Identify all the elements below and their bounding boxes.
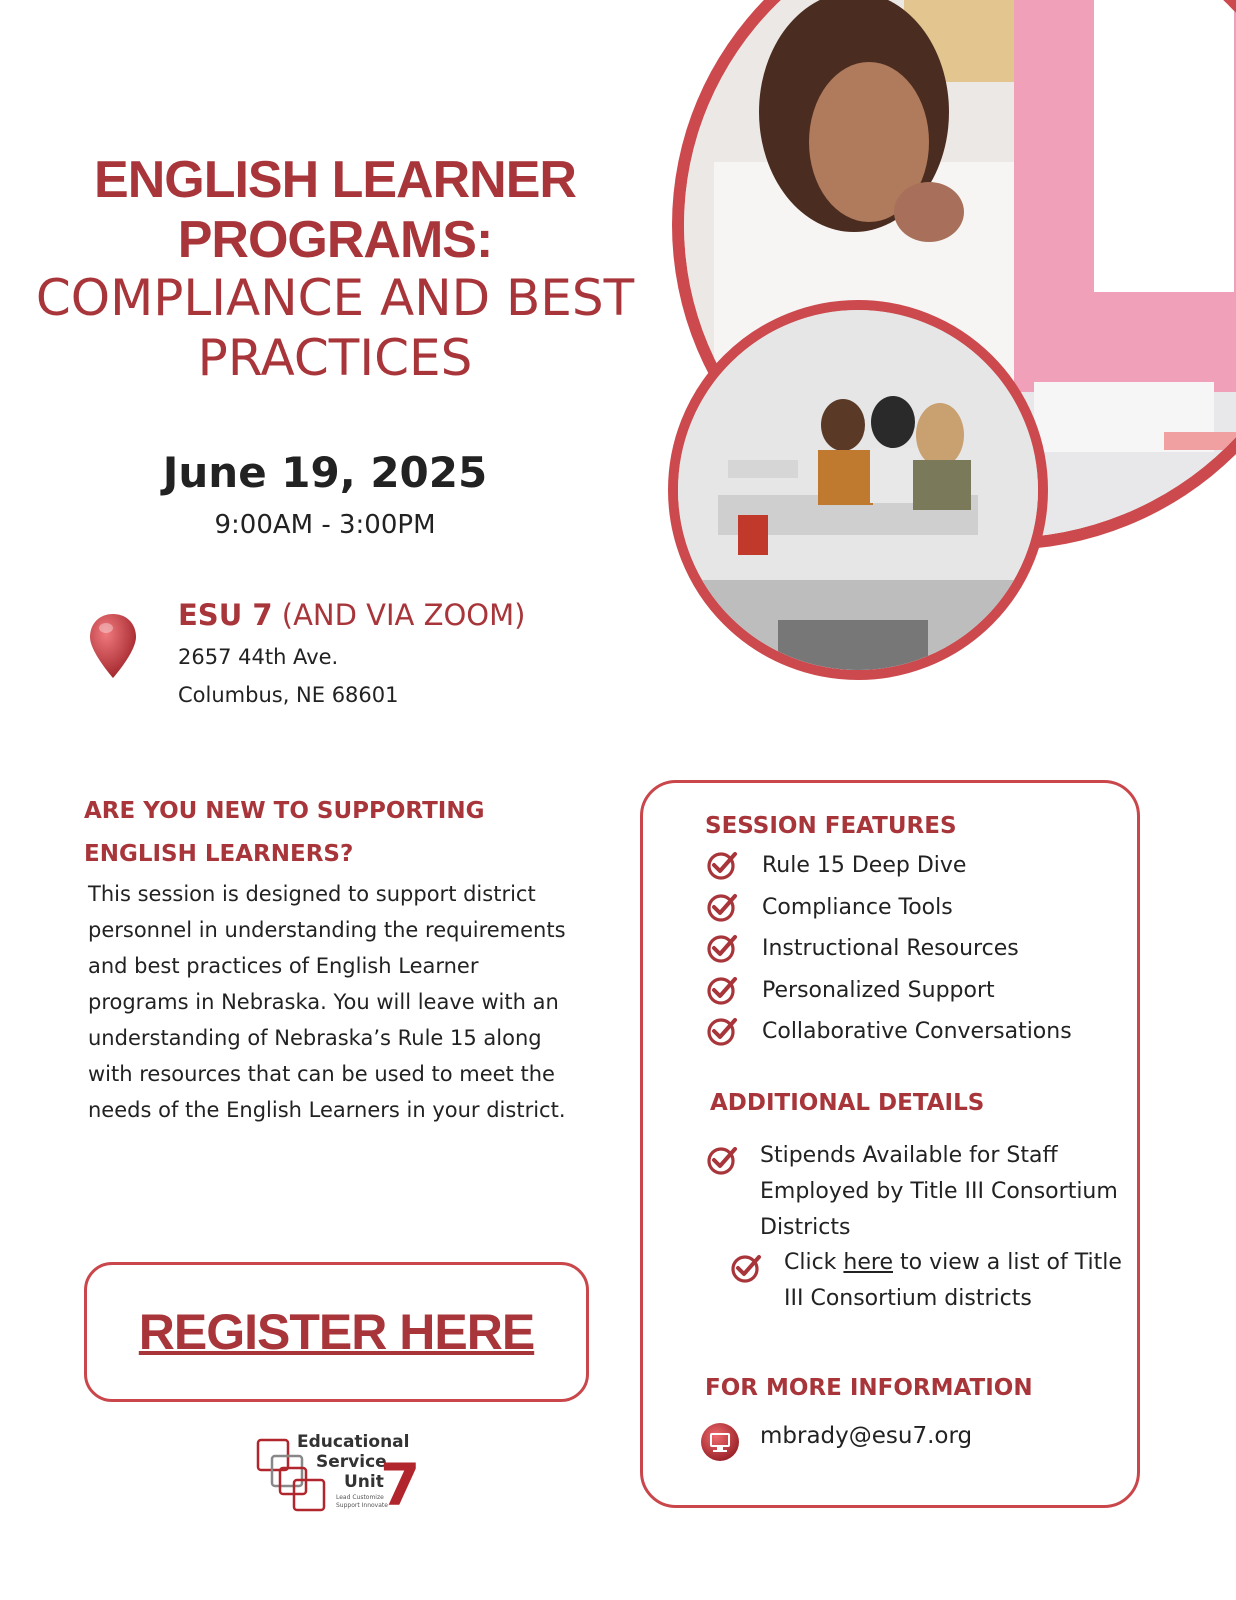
register-link[interactable]: REGISTER HERE [138, 1304, 535, 1360]
feature-label: Instructional Resources [762, 935, 1019, 961]
feature-item [706, 973, 995, 1007]
consortium-list-text [784, 1245, 1134, 1317]
title-bold-line2: PROGRAMS: [177, 211, 493, 269]
intro-body: This session is designed to support district personnel in understanding the requirements and best practices of English Learner programs in Nebraska. You will leave with an understanding of Nebraska’s Rule 15 along with resources that can be used to meet the needs of the English Learners in your district. [88, 882, 566, 1122]
logo-line1: Educational [297, 1432, 410, 1452]
computer-icon [700, 1422, 740, 1462]
feature-item [706, 1014, 1072, 1048]
additional-details-heading: ADDITIONAL DETAILS [710, 1090, 985, 1116]
location-title [178, 598, 525, 632]
checkmark-icon [706, 1144, 738, 1176]
venue-suffix: (AND VIA ZOOM) [281, 598, 526, 632]
click-prefix: Click [784, 1250, 844, 1275]
register-button[interactable] [84, 1262, 589, 1402]
checkmark-icon [706, 849, 738, 881]
feature-label: Collaborative Conversations [762, 1018, 1072, 1044]
stipend-text: Stipends Available for Staff Employed by Title III Consortium Districts [760, 1143, 1118, 1240]
consortium-list-link[interactable]: here [843, 1250, 893, 1275]
address-line2: Columbus, NE 68601 [178, 683, 399, 707]
feature-label: Personalized Support [762, 977, 995, 1003]
intro-heading-line1: ARE YOU NEW TO SUPPORTING [84, 798, 485, 824]
title-light-line1: COMPLIANCE AND BEST [35, 269, 635, 327]
logo-tagline1: Lead Customize [336, 1494, 384, 1501]
feature-label: Compliance Tools [762, 894, 953, 920]
more-info-heading: FOR MORE INFORMATION [705, 1375, 1033, 1401]
checkmark-icon [706, 932, 738, 964]
checkmark-icon [706, 1015, 738, 1047]
classroom-photo-small [668, 300, 1048, 680]
checkmark-icon [706, 891, 738, 923]
title-bold-line1: ENGLISH LEARNER [94, 151, 576, 209]
click-suffix: to view a list of Title III Consortium districts [784, 1250, 1122, 1311]
feature-item [706, 931, 1019, 965]
title-subtitle [0, 268, 670, 388]
session-features-heading: SESSION FEATURES [705, 813, 957, 839]
address-line1: 2657 44th Ave. [178, 645, 339, 669]
checkmark-icon [730, 1252, 762, 1284]
event-time: 9:00AM - 3:00PM [214, 510, 436, 540]
feature-item [706, 848, 966, 882]
event-date: June 19, 2025 [162, 448, 488, 497]
venue-name: ESU 7 [178, 598, 273, 632]
title-light-line2: PRACTICES [197, 329, 473, 387]
intro-heading [84, 790, 564, 876]
logo-tagline2: Support Innovate [336, 1502, 388, 1509]
logo-line2: Service [316, 1452, 387, 1472]
title-bold [10, 150, 660, 270]
feature-item [706, 890, 953, 924]
logo-number: 7 [380, 1451, 421, 1519]
contact-email[interactable]: mbrady@esu7.org [760, 1423, 973, 1449]
checkmark-icon [706, 974, 738, 1006]
intro-heading-line2: ENGLISH LEARNERS? [84, 841, 354, 867]
location-pin-icon [88, 612, 138, 680]
logo-line3: Unit [344, 1472, 384, 1492]
feature-label: Rule 15 Deep Dive [762, 852, 967, 878]
